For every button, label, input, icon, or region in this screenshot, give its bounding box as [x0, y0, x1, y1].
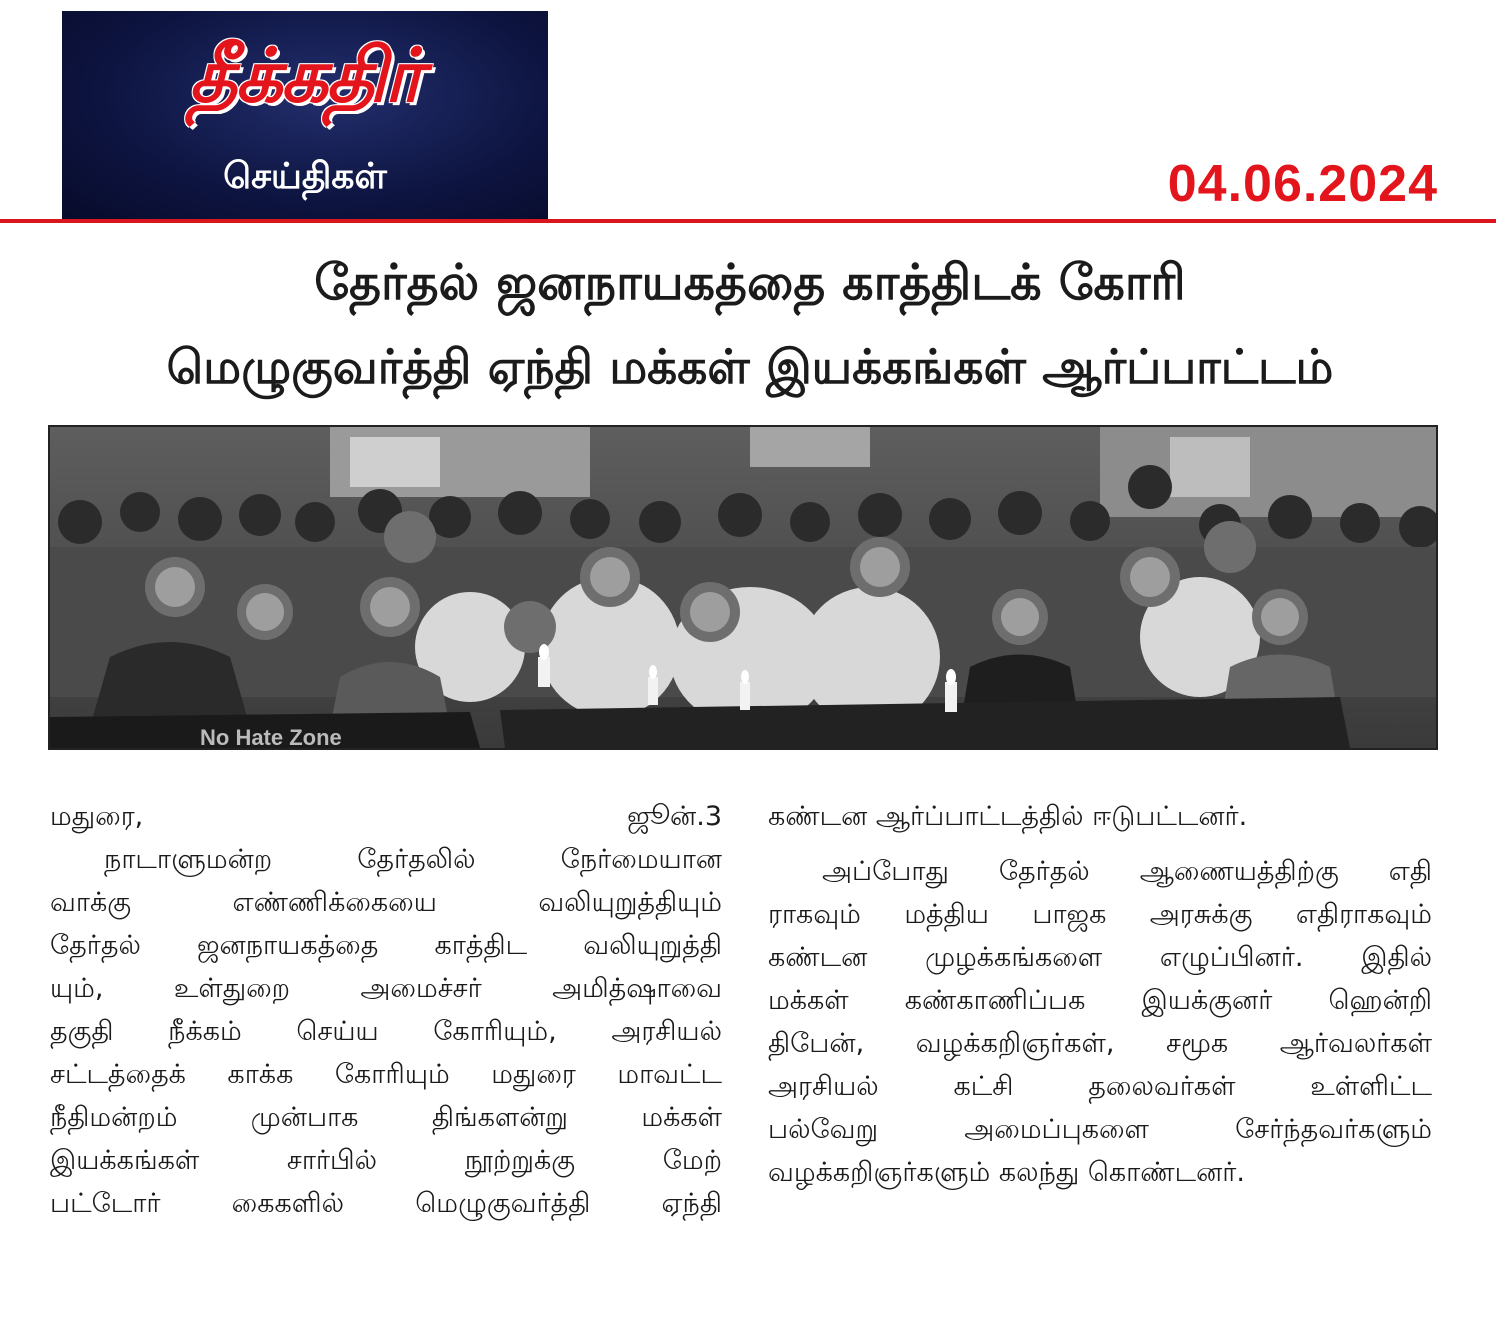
- headline-line-1: தேர்தல் ஜனநாயகத்தை காத்திடக் கோரி: [314, 254, 1186, 311]
- newspaper-logo: [62, 11, 548, 221]
- article-line: சட்டத்தைக் காக்க கோரியும் மதுரை மாவட்ட: [50, 1059, 722, 1090]
- article-line: தேர்தல் ஜனநாயகத்தை காத்திட வலியுறுத்தி: [50, 930, 722, 961]
- article-line: வழக்கறிஞர்களும் கலந்து கொண்டனர்.: [768, 1157, 1245, 1188]
- article-line: அரசியல் கட்சி தலைவர்கள் உள்ளிட்ட: [768, 1071, 1432, 1102]
- article-line: தகுதி நீக்கம் செய்ய கோரியும், அரசியல்: [50, 1016, 722, 1047]
- article-column-2: [768, 795, 1432, 1194]
- article-line: பட்டோர் கைகளில் மெழுகுவர்த்தி ஏந்தி: [50, 1188, 722, 1219]
- banner-text: No Hate Zone: [200, 725, 342, 748]
- article-line: மக்கள் கண்காணிப்பக இயக்குனர் ஹென்றி: [768, 985, 1432, 1016]
- logo-title: தீக்கதிர்: [188, 33, 422, 119]
- article-line: கண்டன முழக்கங்களை எழுப்பினர். இதில்: [768, 942, 1432, 973]
- article-dateline: மதுரை, ஜூன்.3: [50, 801, 722, 832]
- article-line: நாடாளுமன்ற தேர்தலில் நேர்மையான: [104, 844, 722, 875]
- headline-line-2: மெழுகுவர்த்தி ஏந்தி மக்கள் இயக்கங்கள் ஆர்ப்பாட்டம்: [166, 340, 1334, 395]
- logo-subtitle: செய்திகள்: [223, 156, 387, 197]
- article-line: கண்டன ஆர்ப்பாட்டத்தில் ஈடுபட்டனர்.: [768, 801, 1248, 832]
- article-line: நீதிமன்றம் முன்பாக திங்களன்று மக்கள்: [50, 1102, 722, 1133]
- article-line: இயக்கங்கள் சார்பில் நூற்றுக்கு மேற்: [50, 1145, 722, 1176]
- article-column-1: [50, 795, 722, 1225]
- article-line: ராகவும் மத்திய பாஜக அரசுக்கு எதிராகவும்: [768, 899, 1432, 930]
- article-line: பல்வேறு அமைப்புகளை சேர்ந்தவர்களும்: [768, 1114, 1432, 1145]
- publication-date: 04.06.2024: [1167, 155, 1438, 213]
- article-line: அப்போது தேர்தல் ஆணையத்திற்கு எதி: [822, 856, 1432, 887]
- protest-photo: [48, 425, 1438, 750]
- header-divider: [0, 219, 1496, 223]
- article-line: திபேன், வழக்கறிஞர்கள், சமூக ஆர்வலர்கள்: [768, 1028, 1432, 1059]
- article-line: யும், உள்துறை அமைச்சர் அமித்ஷாவை: [50, 973, 722, 1004]
- article-line: வாக்கு எண்ணிக்கையை வலியுறுத்தியும்: [50, 887, 722, 918]
